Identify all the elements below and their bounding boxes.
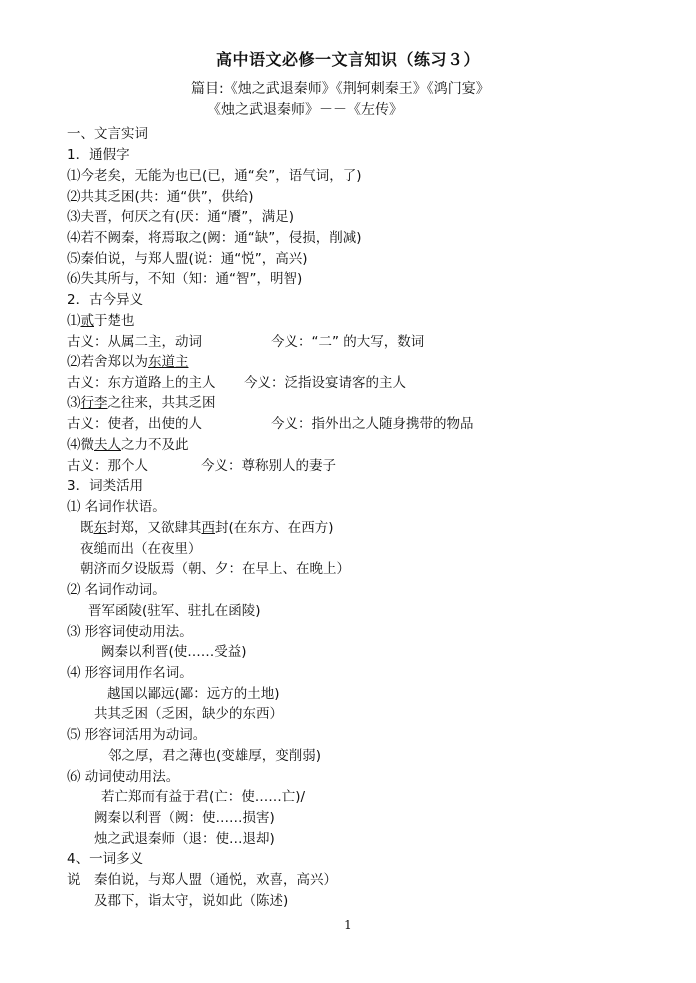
example-sentence: 若亡郑而有益于君(亡：使……亡)/ — [101, 789, 306, 805]
category-heading: ⑶ 形容词使动用法。 — [67, 624, 193, 640]
modern-meaning: 今义：“二” 的大写，数词 — [271, 334, 425, 350]
polysemy-word: 说 — [67, 872, 81, 888]
example-sentence: 既东封郑，又欲肆其西封(在东方、在西方) — [80, 520, 334, 536]
example-sentence: ⑵若舍郑以为东道主 — [67, 354, 189, 370]
subtitle-source: 《烛之武退秦师》－－《左传》 — [207, 102, 403, 118]
example-sentence: 烛之武退秦师（退：使…退却) — [94, 831, 275, 847]
modern-meaning: 今义：尊称别人的妻子 — [201, 458, 336, 474]
list-item: ⑶夫晋，何厌之有(厌：通“餍”，满足) — [67, 209, 295, 225]
modern-meaning: 今义：泛指设宴请客的主人 — [244, 375, 406, 391]
modern-meaning: 今义：指外出之人随身携带的物品 — [271, 416, 474, 432]
subsection-heading: 1．通假字 — [67, 147, 130, 163]
example-sentence: ⑴贰于楚也 — [67, 313, 135, 329]
underlined-word: 西 — [201, 520, 215, 536]
list-item: ⑸秦伯说，与郑人盟(说：通“悦”，高兴) — [67, 251, 308, 267]
ancient-meaning: 古义：从属二主，动词 — [67, 334, 202, 350]
list-item: ⑷若不阙秦，将焉取之(阙：通“缺”，侵损，削减) — [67, 230, 362, 246]
category-heading: ⑸ 形容词活用为动词。 — [67, 727, 207, 743]
example-sentence: 邻之厚，君之薄也(变雄厚，变削弱) — [108, 748, 322, 764]
ancient-meaning: 古义：使者，出使的人 — [67, 416, 202, 432]
example-sentence: 及郡下，诣太守，说如此（陈述) — [94, 893, 289, 909]
example-sentence: 越国以鄙远(鄙：远方的土地) — [107, 686, 280, 702]
example-sentence: ⑷微夫人之力不及此 — [67, 437, 189, 453]
list-item: ⑴今老矣，无能为也已(已，通“矣”，语气词，了) — [67, 168, 362, 184]
ancient-meaning: 古义：东方道路上的主人 — [67, 375, 216, 391]
list-item: ⑵共其乏困(共：通“供”，供给) — [67, 189, 254, 205]
underlined-word: 东道主 — [148, 354, 189, 370]
example-sentence: 晋军函陵(驻军、驻扎在函陵) — [88, 603, 261, 619]
underlined-word: 夫人 — [94, 437, 121, 453]
list-item: ⑹失其所与，不知（知：通“智”，明智) — [67, 271, 303, 287]
category-heading: ⑵ 名词作动词。 — [67, 582, 166, 598]
category-heading: ⑷ 形容词用作名词。 — [67, 665, 193, 681]
category-heading: ⑹ 动词使动用法。 — [67, 769, 180, 785]
example-sentence: 秦伯说，与郑人盟（通悦，欢喜，高兴） — [94, 872, 337, 888]
subsection-heading: 2．古今异义 — [67, 292, 144, 308]
underlined-word: 贰 — [80, 313, 94, 329]
section-heading: 一、文言实词 — [67, 126, 148, 142]
subsection-heading: 3．词类活用 — [67, 478, 144, 494]
page-number: 1 — [344, 918, 352, 932]
category-heading: ⑴ 名词作状语。 — [67, 499, 166, 515]
document-title: 高中语文必修一文言知识（练习３） — [215, 50, 480, 69]
underlined-word: 东 — [93, 520, 107, 536]
subtitle-articles: 篇目:《烛之武退秦师》《荆轲刺秦王》《鸿门宴》 — [191, 81, 490, 97]
example-sentence: 阙秦以利晋(使……受益) — [101, 644, 247, 660]
subsection-heading: 4、一词多义 — [67, 851, 144, 867]
example-sentence: 夜缒而出（在夜里） — [80, 541, 202, 557]
example-sentence: ⑶行李之往来，共其乏困 — [67, 395, 216, 411]
example-sentence: 共其乏困（乏困，缺少的东西） — [94, 706, 283, 722]
underlined-word: 行李 — [80, 395, 108, 411]
ancient-meaning: 古义：那个人 — [67, 458, 148, 474]
example-sentence: 阙秦以利晋（阙：使……损害) — [94, 810, 275, 826]
example-sentence: 朝济而夕设版焉（朝、夕：在早上、在晚上） — [80, 561, 350, 577]
